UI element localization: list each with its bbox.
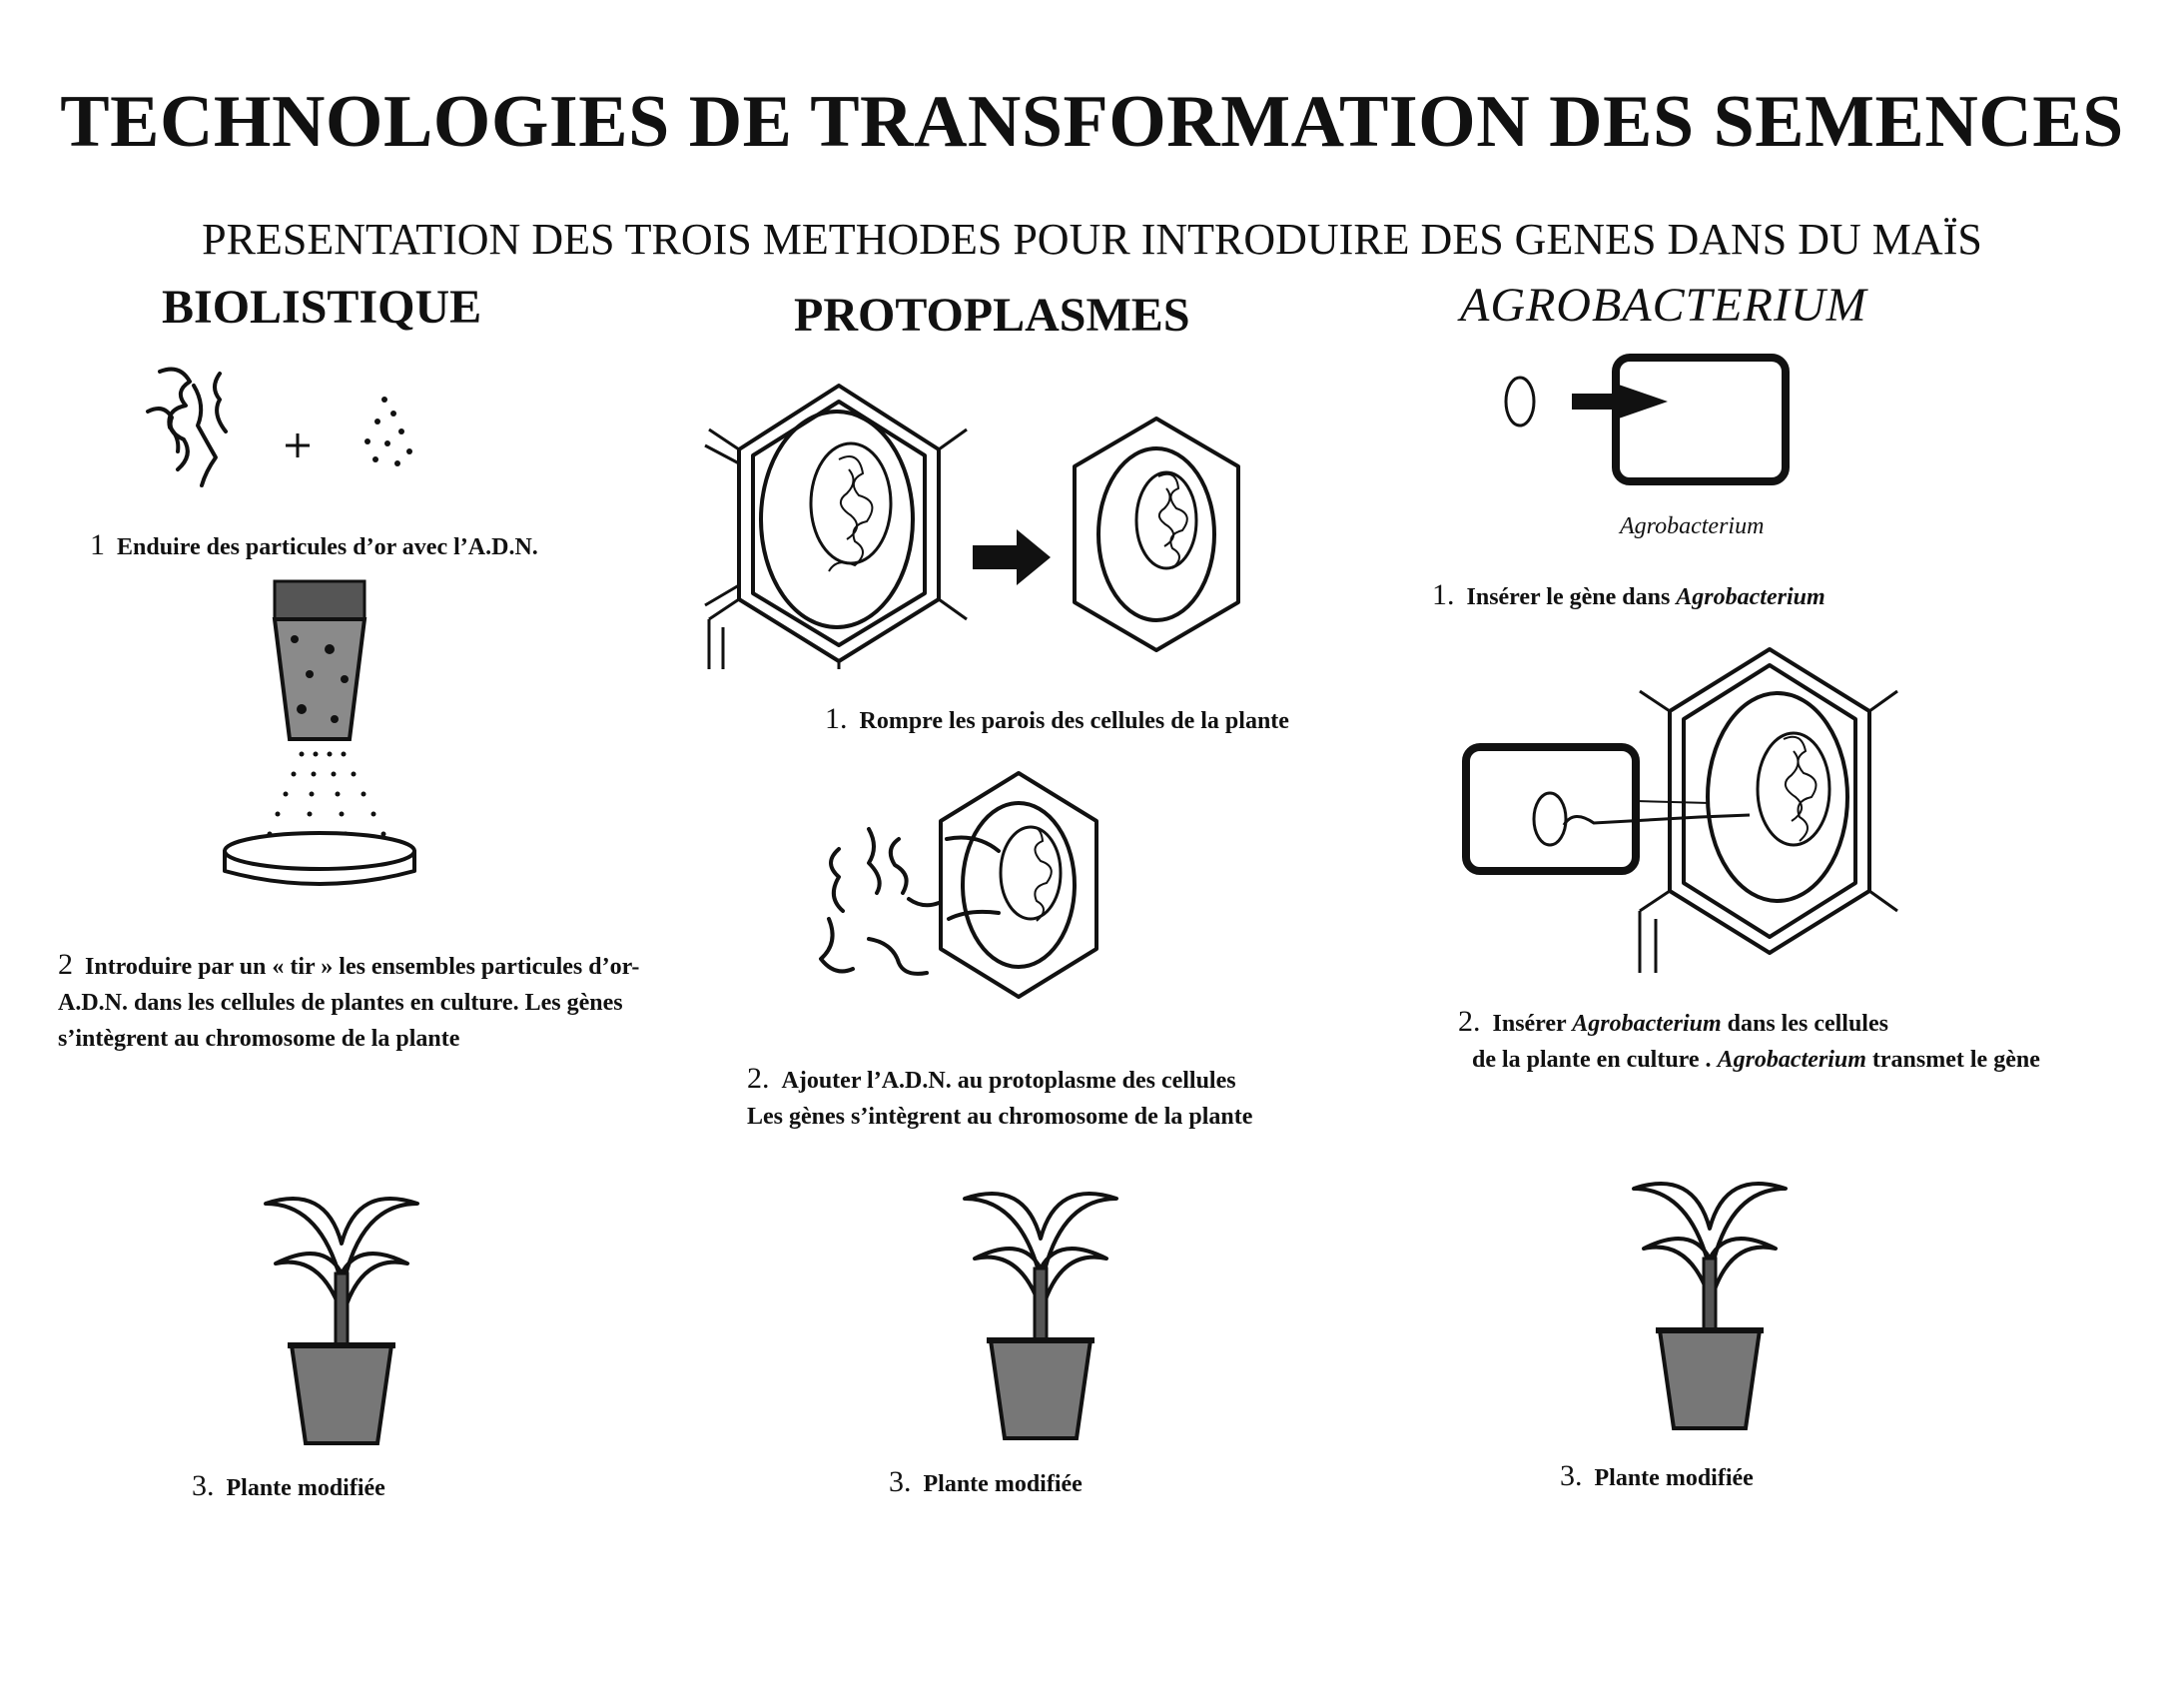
dna-strands-and-gold-particles-illustration [140, 360, 439, 499]
protoplasmes-step-2 [747, 1061, 1306, 1135]
step-text-line-2: de la plante en culture . [1472, 1047, 1712, 1073]
step-text-italic-2: Agrobacterium [1717, 1047, 1866, 1073]
gene-into-agrobacterium-illustration [1496, 350, 1806, 489]
step-text: Plante modifiée [923, 1471, 1083, 1497]
agrobacterium-step-1 [1432, 577, 1825, 615]
step-text: Plante modifiée [226, 1475, 385, 1501]
step-number: 1 [90, 528, 105, 561]
step-text: Ajouter l’A.D.N. au protoplasme des cellules [781, 1068, 1236, 1094]
agrobacterium-step-3 [1560, 1458, 1754, 1496]
step-text-tail: dans les cellules [1727, 1011, 1888, 1037]
step-text-italic: Agrobacterium [1676, 584, 1825, 610]
heading-agrobacterium: AGROBACTERIUM [1460, 279, 1867, 332]
biolistique-step-2 [58, 947, 657, 1057]
step-text-italic: Agrobacterium [1572, 1011, 1722, 1037]
modified-plant-illustration-2 [961, 1159, 1120, 1448]
step-text: Insérer le gène dans [1466, 584, 1671, 610]
protoplasmes-step-1 [825, 701, 1289, 739]
step-number: 2 [58, 948, 73, 981]
arrow-right-icon [973, 527, 1053, 587]
step-number: 2. [1458, 1005, 1481, 1038]
agrobacterium-caption: Agrobacterium [1620, 513, 1765, 539]
biolistique-step-3 [192, 1468, 385, 1506]
agrobacterium-step-2 [1458, 1004, 2177, 1078]
heading-protoplasmes: PROTOPLASMES [794, 289, 1190, 342]
modified-plant-illustration-3 [1630, 1149, 1790, 1438]
step-text: Introduire par un « tir » les ensembles particules d’or-A.D.N. dans les cellules de plantes en culture. Les gènes s’intègrent au chromosome de la plante [58, 954, 640, 1052]
step-number: 3. [192, 1469, 215, 1502]
step-number: 3. [889, 1465, 912, 1498]
agrobacterium-infecting-plant-cell-illustration [1460, 639, 1899, 979]
step-number: 2. [747, 1062, 770, 1095]
page-subtitle: PRESENTATION DES TROIS METHODES POUR INTRODUIRE DES GENES DANS DU MAÏS [202, 215, 1982, 264]
biolistique-step-1 [90, 527, 538, 565]
step-number: 3. [1560, 1459, 1583, 1492]
plant-cell-with-wall-illustration [699, 380, 969, 669]
step-text: Enduire des particules d’or avec l’A.D.N. [117, 534, 538, 560]
step-text-line-2: Les gènes s’intègrent au chromosome de la plante [747, 1104, 1253, 1130]
step-text: Rompre les parois des cellules de la plante [859, 708, 1289, 734]
protoplast-cell-illustration [1067, 415, 1246, 654]
page-title: TECHNOLOGIES DE TRANSFORMATION DES SEMENCES [60, 81, 2124, 163]
dna-added-to-protoplast-illustration [799, 769, 1108, 1029]
modified-plant-illustration-1 [262, 1164, 421, 1453]
protoplasmes-step-3 [889, 1464, 1083, 1502]
heading-biolistique: BIOLISTIQUE [162, 281, 482, 334]
step-text: Insérer [1492, 1011, 1567, 1037]
step-text-line-2-tail: transmet le gène [1871, 1047, 2040, 1073]
particle-gun-illustration [210, 579, 429, 899]
step-number: 1. [825, 702, 848, 735]
step-text: Plante modifiée [1594, 1465, 1754, 1491]
step-number: 1. [1432, 578, 1455, 611]
